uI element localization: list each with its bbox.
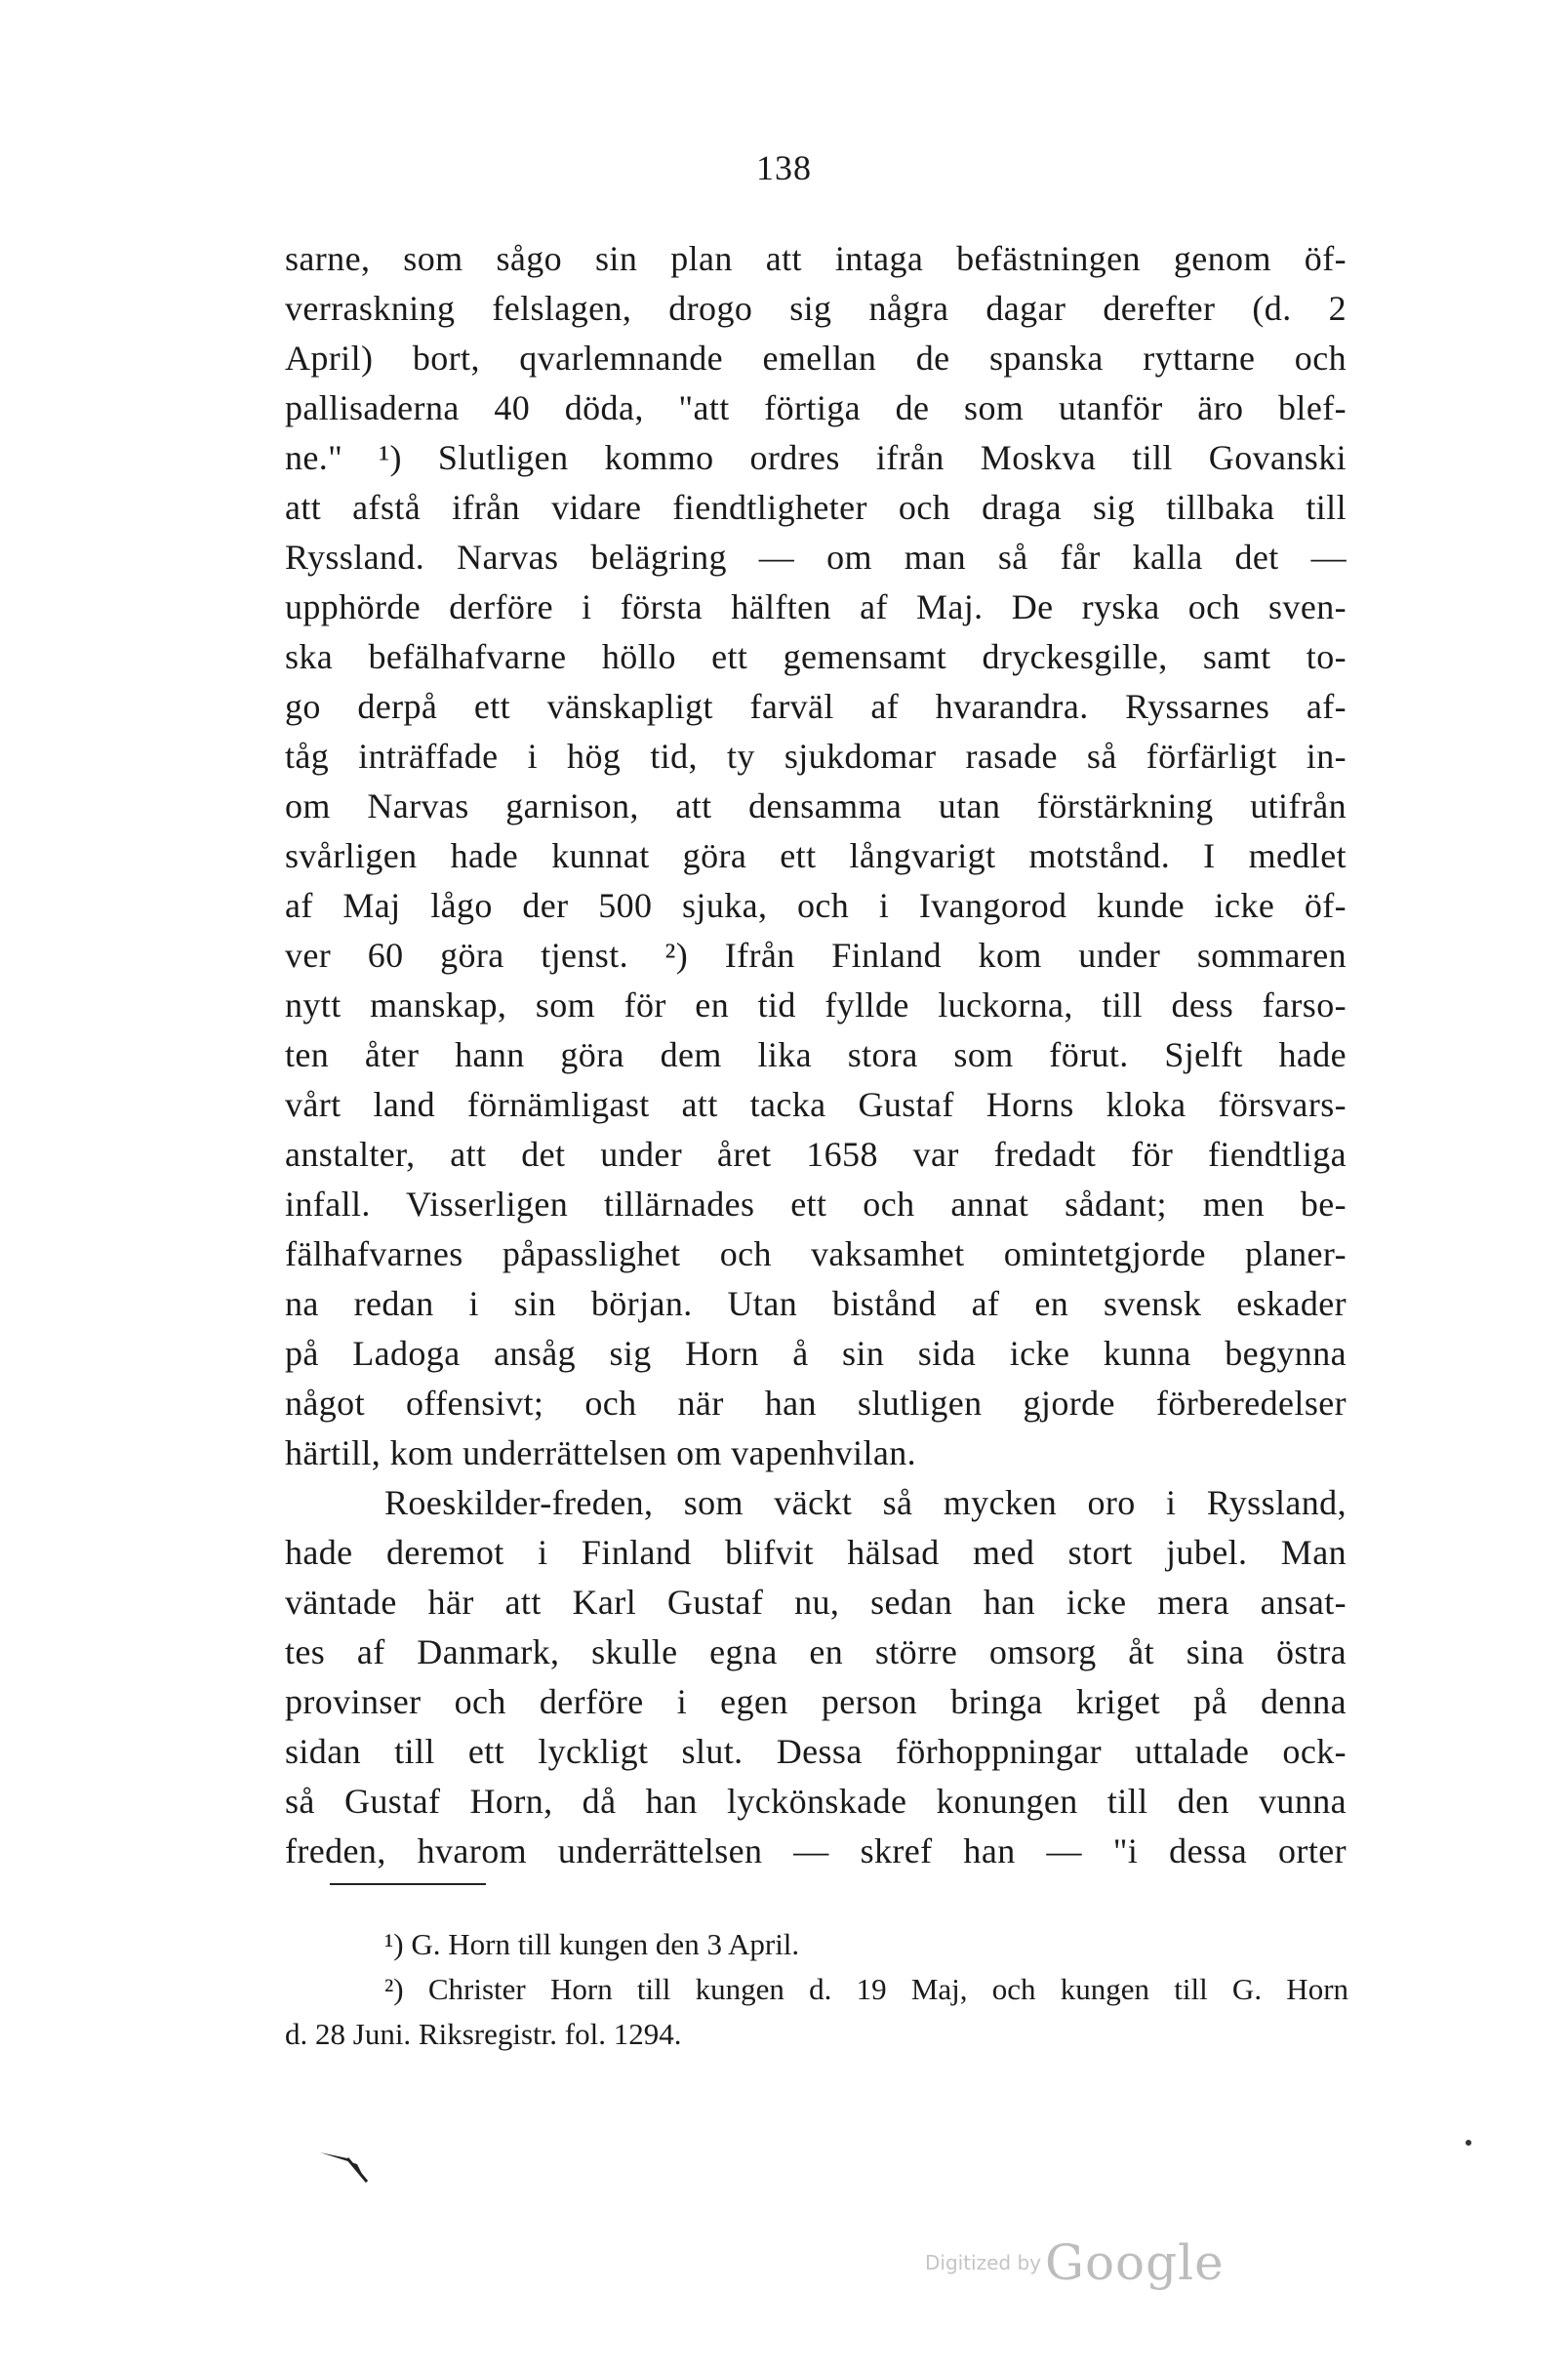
text-line: go derpå ett vänskapligt farväl af hvarandra. Ryssarnes af- bbox=[285, 687, 1347, 726]
paragraph-start-line: Roeskilder-freden, som väckt så mycken oro i Ryssland, bbox=[384, 1483, 1347, 1522]
text-line: hade deremot i Finland blifvit hälsad med stort jubel. Man bbox=[285, 1533, 1347, 1572]
page-number: 138 bbox=[756, 148, 812, 187]
text-line: verraskning felslagen, drogo sig några dagar derefter (d. 2 bbox=[285, 289, 1347, 328]
footnote-divider bbox=[330, 1883, 486, 1885]
watermark-prefix: Digitized by bbox=[925, 2251, 1041, 2274]
text-line: ten åter hann göra dem lika stora som förut. Sjelft hade bbox=[285, 1035, 1347, 1074]
text-line: nytt manskap, som för en tid fyllde luckorna, till dess farso- bbox=[285, 985, 1347, 1025]
footnote-1 bbox=[285, 1922, 1348, 1967]
body-text bbox=[285, 234, 1347, 1876]
text-line: af Maj lågo der 500 sjuka, och i Ivangorod kunde icke öf- bbox=[285, 886, 1347, 925]
text-line: upphörde derföre i första hälften af Maj. De ryska och sven- bbox=[285, 587, 1347, 626]
text-line: om Narvas garnison, att densamma utan förstärkning utifrån bbox=[285, 786, 1347, 825]
google-logo: Google bbox=[1045, 2234, 1225, 2291]
footnotes bbox=[285, 1922, 1348, 2057]
text-line: att afstå ifrån vidare fiendtligheter och draga sig tillbaka till bbox=[285, 488, 1347, 527]
text-line: sarne, som sågo sin plan att intaga befästningen genom öf- bbox=[285, 239, 1347, 278]
digitization-watermark bbox=[925, 2234, 1225, 2293]
text-line: på Ladoga ansåg sig Horn å sin sida icke kunna begynna bbox=[285, 1334, 1347, 1373]
text-line: fälhafvarnes påpasslighet och vaksamhet omintetgjorde planer- bbox=[285, 1234, 1347, 1273]
footnote-2-text: Christer Horn till kungen d. 19 Maj, och kungen till G. Horn bbox=[427, 1972, 1349, 2006]
text-line: tes af Danmark, skulle egna en större omsorg åt sina östra bbox=[285, 1632, 1347, 1671]
text-line: anstalter, att det under året 1658 var fredadt för fiendtliga bbox=[285, 1135, 1347, 1174]
text-line: freden, hvarom underrättelsen — skref han — "i dessa orter bbox=[285, 1831, 1347, 1870]
text-line: något offensivt; och när han slutligen gjorde förberedelser bbox=[285, 1384, 1347, 1423]
text-line: vårt land förnämligast att tacka Gustaf Horns kloka försvars- bbox=[285, 1085, 1347, 1124]
text-line: pallisaderna 40 döda, "att förtiga de som utanför äro blef- bbox=[285, 388, 1347, 427]
text-line: ver 60 göra tjenst. ²) Ifrån Finland kom under sommaren bbox=[285, 936, 1347, 975]
text-line: April) bort, qvarlemnande emellan de spanska ryttarne och bbox=[285, 339, 1347, 378]
text-line: svårligen hade kunnat göra ett långvarigt motstånd. I medlet bbox=[285, 836, 1347, 875]
text-line: na redan i sin början. Utan bistånd af en svensk eskader bbox=[285, 1284, 1347, 1323]
text-line: Ryssland. Narvas belägring — om man så får kalla det — bbox=[285, 538, 1347, 577]
footnote-2-marker: ²) bbox=[384, 1972, 404, 2006]
footnote-2 bbox=[285, 1967, 1348, 2012]
stray-dot-mark bbox=[1466, 2140, 1471, 2146]
paragraph-end-line: härtill, kom underrättelsen om vapenhvilan. bbox=[285, 1433, 917, 1472]
text-line: ne." ¹) Slutligen kommo ordres ifrån Moskva till Govanski bbox=[285, 438, 1347, 477]
footnote-1-marker: ¹) bbox=[384, 1927, 404, 1961]
text-line: väntade här att Karl Gustaf nu, sedan han icke mera ansat- bbox=[285, 1583, 1347, 1622]
footnote-2-continuation: d. 28 Juni. Riksregistr. fol. 1294. bbox=[285, 2017, 682, 2051]
text-line: så Gustaf Horn, då han lyckönskade konungen till den vunna bbox=[285, 1782, 1347, 1821]
stray-ink-mark-icon bbox=[318, 2147, 377, 2186]
text-line: infall. Visserligen tillärnades ett och annat sådant; men be- bbox=[285, 1185, 1347, 1224]
text-line: sidan till ett lyckligt slut. Dessa förhoppningar uttalade ock- bbox=[285, 1732, 1347, 1771]
footnote-1-text: G. Horn till kungen den 3 April. bbox=[411, 1927, 800, 1961]
text-line: provinser och derföre i egen person bringa kriget på denna bbox=[285, 1682, 1347, 1721]
text-line: tåg inträffade i hög tid, ty sjukdomar rasade så förfärligt in- bbox=[285, 737, 1347, 776]
text-line: ska befälhafvarne höllo ett gemensamt dryckesgille, samt to- bbox=[285, 637, 1347, 676]
